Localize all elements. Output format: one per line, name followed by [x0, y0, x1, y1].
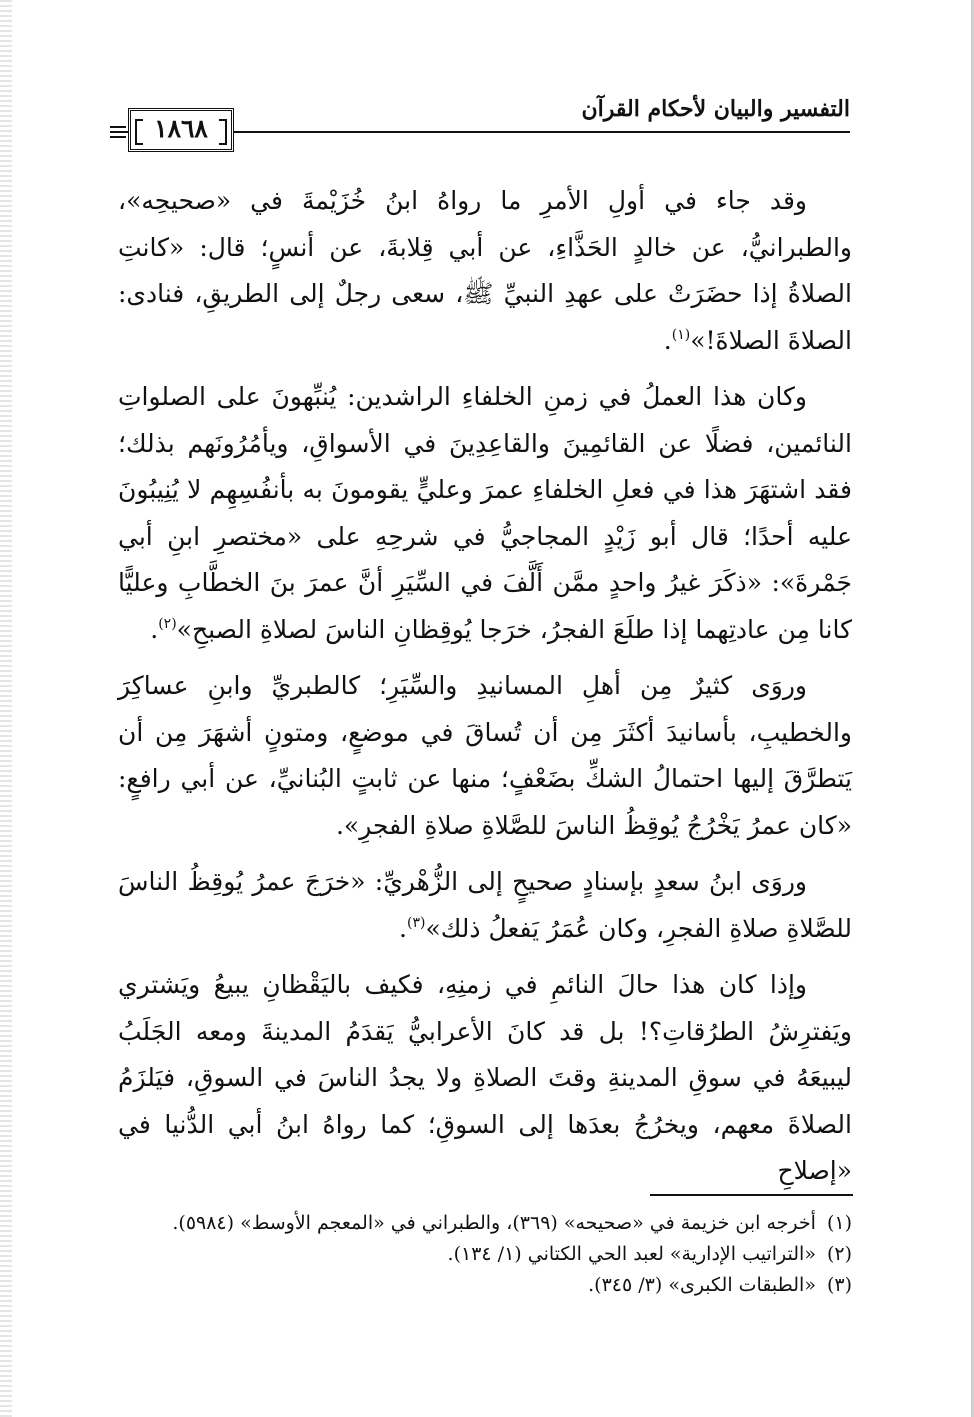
paragraph [118, 374, 852, 653]
paragraph-text: وإذا كان هذا حالَ النائمِ في زمنِهِ، فكيف باليَقْظانِ يبيعُ ويَشتري ويَفترِشُ الطرُقاتِ؟! بل قد كانَ الأعرابيُّ يَقدَمُ المدينةَ ومعه الجَلَبُ ليبيعَهُ في سوقِ المدينةِ وقتَ الصلاةِ ولا يجدُ الناسَ في السوقِ، فيَلزَمُ الصلاةَ معهم، ويخرُجُ بعدَها إلى السوقِ؛ كما رواهُ ابنُ أبي الدُّنيا في «إصلاحِ [118, 970, 852, 1185]
paragraph-end: . [663, 325, 672, 355]
main-text [118, 178, 852, 1205]
paragraph-text: وروَى ابنُ سعدٍ بإسنادٍ صحيحٍ إلى الزُّهْريِّ: «خرَجَ عمرُ يُوقِظُ الناسَ للصَّلاةِ صلاةِ الفجرِ، وكان عُمَرُ يَفعلُ ذلك» [118, 867, 852, 943]
page-header [110, 94, 850, 164]
footnote-number: (١) [826, 1212, 852, 1234]
footnote [118, 1270, 852, 1301]
scan-edge-left [0, 0, 12, 1417]
footnote-ref: (١) [671, 326, 691, 343]
footnote-text: «الطبقات الكبرى» (٣/ ٣٤٥). [588, 1274, 816, 1296]
paragraph-text: وقد جاء في أولِ الأمرِ ما رواهُ ابنُ خُزَيْمةَ في «صحيحِه»، والطبرانيُّ، عن خالدٍ الحَذَّاءِ، عن أبي قِلابةَ، عن أنسٍ؛ قال: «كانتِ الصلاةُ إذا حضَرَتْ على عهدِ النبيِّ ﷺ، سعى رجلٌ إلى الطريقِ، فنادى: الصلاةَ الصلاةَ!» [118, 186, 852, 355]
paragraph [118, 859, 852, 952]
footnote-text: «التراتيب الإدارية» لعبد الحي الكتاني (١/ ١٣٤). [447, 1243, 816, 1265]
footnote [118, 1208, 852, 1239]
footnote-number: (٢) [826, 1243, 852, 1265]
footnote-text: أخرجه ابن خزيمة في «صحيحه» (٣٦٩)، والطبراني في «المعجم الأوسط» (٥٩٨٤). [172, 1212, 816, 1234]
footnote-number: (٣) [826, 1274, 852, 1296]
paragraph-end: . [399, 913, 407, 943]
footnotes [118, 1208, 852, 1301]
header-rule-left-top [110, 126, 126, 128]
header-rule-left-bottom [110, 136, 126, 138]
footnote [118, 1239, 852, 1270]
paragraph-text: وكان هذا العملُ في زمنِ الخلفاءِ الراشدين: يُنبِّهونَ على الصلواتِ النائمين، فضلًا عن القائمِينَ والقاعِدِينَ في الأسواقِ، ويأمُرُونَهم بذلك؛ فقد اشتهَرَ هذا في فعلِ الخلفاءِ عمرَ وعليٍّ يقومونَ به بأنفُسِهِم لا يُنِيبُونَ عليه أحدًا؛ قال أبو زَيْدٍ المجاجيُّ في شرحِهِ على «مختصرِ ابنِ أبي جَمْرةَ»: «ذكَرَ غيرُ واحدٍ ممَّن أَلَّفَ في السِّيَرِ أنَّ عمرَ بنَ الخطَّابِ وعليًّا كانا مِن عادتِهما إذا طلَعَ الفجرُ، خرَجا يُوقِظانِ الناسَ لصلاةِ الصبحِ» [118, 382, 852, 644]
paragraph [118, 962, 852, 1195]
bracket-ornament-right [219, 119, 227, 145]
paragraph [118, 178, 852, 364]
page-number: ١٨٦٨ [154, 114, 208, 143]
paragraph [118, 663, 852, 849]
paragraph-end: . [150, 614, 159, 644]
running-title: التفسير والبيان لأحكام القرآن [581, 96, 850, 122]
footnote-ref: (٢) [158, 615, 177, 632]
footnote-separator [650, 1194, 853, 1196]
footnote-ref: (٣) [406, 914, 426, 931]
page-number-box [128, 108, 234, 152]
paragraph-text: وروَى كثيرٌ مِن أهلِ المسانيدِ والسِّيَرِ؛ كالطبريِّ وابنِ عساكِرَ والخطيبِ، بأسانيدَ أكثَرَ مِن أن تُساقَ في موضعٍ، ومتونٍ أشهَرَ مِن أن يَتطرَّقَ إليها احتمالُ الشكِّ بضَعْفٍ؛ منها عن ثابتٍ البُنانيِّ، عن أبي رافعٍ: «كان عمرُ يَخْرُجُ يُوقِظُ الناسَ للصَّلاةِ صلاةِ الفجرِ». [118, 671, 852, 840]
bracket-ornament-left [135, 119, 143, 145]
